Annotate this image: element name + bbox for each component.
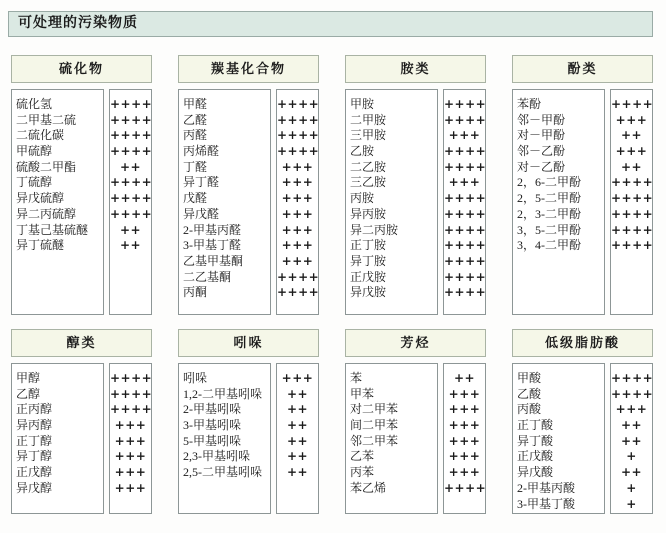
compound-rating: ++	[620, 128, 643, 143]
compound-rating: ++	[119, 159, 142, 174]
category-block	[345, 329, 486, 514]
compound-name: 苯乙烯	[350, 480, 387, 495]
compound-name: 丁基己基硫醚	[16, 222, 89, 237]
compound-rating: ++++	[611, 371, 654, 385]
compound-name: 丙烯醛	[183, 144, 220, 159]
compound-name: 丙胺	[350, 191, 375, 206]
compound-rating: ++++	[110, 112, 153, 127]
compound-rating: ++	[119, 222, 142, 237]
compound-rating: ++++	[110, 206, 153, 221]
compound-rating: ++++	[444, 97, 487, 111]
compound-rating: +++	[448, 449, 481, 464]
compound-name: 丙酸	[517, 402, 542, 417]
compound-name: 3，4-二甲酚	[517, 238, 581, 253]
compound-rating: ++++	[444, 144, 487, 159]
compound-rating-list	[443, 363, 486, 514]
compound-name: 甲酸	[517, 371, 542, 385]
compound-name: 正丁胺	[350, 238, 387, 253]
compound-name: 正丁酸	[517, 418, 554, 433]
compound-name: 乙苯	[350, 449, 375, 464]
compound-name: 5-甲基吲哚	[183, 433, 241, 448]
compound-name: 邻－乙酚	[517, 144, 566, 159]
compound-name: 异戊醇	[16, 480, 53, 495]
compound-name: 吲哚	[183, 371, 208, 385]
compound-rating-list	[610, 89, 653, 315]
compound-rating: ++++	[110, 144, 153, 159]
compound-rating: ++++	[110, 128, 153, 143]
compound-name: 对二甲苯	[350, 402, 399, 417]
category-row-bottom	[11, 329, 653, 514]
compound-rating: +++	[448, 465, 481, 480]
compound-name: 苯酚	[517, 97, 542, 111]
compound-rating: +++	[448, 128, 481, 143]
compound-rating: ++++	[444, 206, 487, 221]
compound-rating: ++++	[444, 285, 487, 300]
compound-name: 1,2-二甲基吲哚	[183, 386, 262, 401]
compound-rating: +++	[114, 465, 147, 480]
compound-name: 2-甲基丙醛	[183, 222, 241, 237]
compound-name: 正戊胺	[350, 269, 387, 284]
compound-rating: +++	[448, 402, 481, 417]
compound-rating: ++++	[611, 238, 654, 253]
compound-name: 正丙醇	[16, 402, 53, 417]
compound-rating: ++++	[110, 175, 153, 190]
category-body	[11, 363, 152, 514]
compound-name: 2,3-甲基吲哚	[183, 449, 250, 464]
category-block	[11, 55, 152, 315]
compound-name: 异丙胺	[350, 206, 387, 221]
compound-rating: +++	[615, 112, 648, 127]
compound-name: 2，3-二甲酚	[517, 206, 581, 221]
compound-name: 2,5-二甲基吲哚	[183, 465, 262, 480]
category-block	[345, 55, 486, 315]
compound-rating: ++++	[110, 386, 153, 401]
compound-rating: ++	[286, 418, 309, 433]
compound-name: 硫酸二甲酯	[16, 159, 77, 174]
compound-name: 异丙醇	[16, 418, 53, 433]
compound-rating: +++	[448, 433, 481, 448]
compound-name: 丙酮	[183, 285, 208, 300]
compound-rating-list	[109, 363, 152, 514]
compound-rating: ++++	[277, 97, 320, 111]
category-header: 胺类	[345, 55, 486, 83]
compound-rating: +++	[281, 159, 314, 174]
compound-rating: ++	[286, 449, 309, 464]
compound-rating: ++++	[444, 269, 487, 284]
category-block	[178, 55, 319, 315]
compound-rating: ++++	[444, 238, 487, 253]
category-body	[512, 89, 653, 315]
compound-rating: +++	[448, 175, 481, 190]
compound-name-list	[512, 363, 605, 514]
compound-rating: ++++	[444, 253, 487, 268]
compound-rating: ++++	[611, 222, 654, 237]
compound-name: 3-甲基吲哚	[183, 418, 241, 433]
compound-name: 异丁醇	[16, 449, 53, 464]
compound-rating: +++	[114, 433, 147, 448]
compound-rating: ++	[286, 402, 309, 417]
compound-name: 异戊胺	[350, 285, 387, 300]
category-block	[512, 55, 653, 315]
compound-name-list	[345, 89, 438, 315]
compound-rating: ++	[453, 371, 476, 385]
compound-rating: ++++	[444, 222, 487, 237]
compound-name-list	[11, 363, 104, 514]
compound-rating: +++	[448, 418, 481, 433]
compound-name: 异戊硫醇	[16, 191, 65, 206]
page-title: 可处理的污染物质	[8, 11, 653, 37]
compound-name: 间二甲苯	[350, 418, 399, 433]
compound-rating: ++	[620, 418, 643, 433]
compound-name: 异丁酸	[517, 433, 554, 448]
compound-name: 对－乙酚	[517, 159, 566, 174]
compound-rating: +++	[114, 480, 147, 495]
compound-name: 邻二甲苯	[350, 433, 399, 448]
compound-name: 对－甲酚	[517, 128, 566, 143]
compound-name: 甲醛	[183, 97, 208, 111]
category-header: 硫化物	[11, 55, 152, 83]
compound-rating-list	[276, 89, 319, 315]
compound-name: 二甲基二硫	[16, 112, 77, 127]
compound-name: 甲醇	[16, 371, 41, 385]
compound-rating: +++	[615, 402, 648, 417]
compound-name: 三甲胺	[350, 128, 387, 143]
compound-rating: +	[626, 496, 637, 511]
category-block	[178, 329, 319, 514]
compound-rating: +++	[114, 449, 147, 464]
compound-name: 丙苯	[350, 465, 375, 480]
compound-name: 二乙胺	[350, 159, 387, 174]
compound-name: 丁醛	[183, 159, 208, 174]
category-body	[178, 363, 319, 514]
compound-name: 异丁醛	[183, 175, 220, 190]
compound-name: 2-甲基吲哚	[183, 402, 241, 417]
compound-rating: ++++	[277, 285, 320, 300]
compound-rating: ++++	[444, 480, 487, 495]
compound-name-list	[178, 363, 271, 514]
compound-name: 乙醇	[16, 386, 41, 401]
compound-name-list	[345, 363, 438, 514]
compound-name: 2-甲基丙酸	[517, 480, 575, 495]
category-body	[11, 89, 152, 315]
compound-rating: ++	[620, 433, 643, 448]
category-body	[345, 89, 486, 315]
compound-name: 二甲胺	[350, 112, 387, 127]
compound-name: 二乙基酮	[183, 269, 232, 284]
compound-name: 3-甲基丁酸	[517, 496, 575, 511]
compound-name: 异丁硫醚	[16, 238, 65, 253]
compound-name: 乙胺	[350, 144, 375, 159]
compound-rating: +++	[615, 144, 648, 159]
category-header: 低级脂肪酸	[512, 329, 653, 357]
compound-name: 异二丙胺	[350, 222, 399, 237]
compound-rating: +++	[281, 206, 314, 221]
category-body	[345, 363, 486, 514]
compound-name: 二硫化碳	[16, 128, 65, 143]
compound-name: 3，5-二甲酚	[517, 222, 581, 237]
compound-rating: ++++	[110, 371, 153, 385]
category-header: 醇类	[11, 329, 152, 357]
compound-rating: ++++	[277, 112, 320, 127]
compound-rating-list	[443, 89, 486, 315]
compound-name: 硫化氢	[16, 97, 53, 111]
category-header: 酚类	[512, 55, 653, 83]
compound-rating: +	[626, 449, 637, 464]
compound-name: 乙基甲基酮	[183, 253, 244, 268]
compound-name: 异丁胺	[350, 253, 387, 268]
compound-rating: ++++	[444, 159, 487, 174]
compound-name: 戊醛	[183, 191, 208, 206]
category-header: 吲哚	[178, 329, 319, 357]
compound-name: 3-甲基丁醛	[183, 238, 241, 253]
category-header: 羰基化合物	[178, 55, 319, 83]
compound-rating: +++	[114, 418, 147, 433]
compound-name: 丁硫醇	[16, 175, 53, 190]
compound-rating: ++++	[110, 97, 153, 111]
category-block	[512, 329, 653, 514]
compound-rating: ++++	[110, 191, 153, 206]
compound-name: 乙醛	[183, 112, 208, 127]
compound-rating: +++	[281, 175, 314, 190]
compound-name: 甲苯	[350, 386, 375, 401]
compound-name: 三乙胺	[350, 175, 387, 190]
compound-name: 2，6-二甲酚	[517, 175, 581, 190]
compound-rating: ++++	[611, 97, 654, 111]
compound-rating: ++	[620, 159, 643, 174]
compound-rating: ++++	[611, 206, 654, 221]
compound-name: 正戊醇	[16, 465, 53, 480]
category-body	[178, 89, 319, 315]
category-row-top	[11, 55, 653, 315]
compound-name-list	[11, 89, 104, 315]
compound-rating-list	[276, 363, 319, 514]
compound-rating: ++++	[611, 175, 654, 190]
compound-rating: ++	[286, 465, 309, 480]
compound-rating-list	[610, 363, 653, 514]
compound-rating: ++++	[277, 269, 320, 284]
compound-rating: +	[626, 480, 637, 495]
compound-name: 异二丙硫醇	[16, 206, 77, 221]
compound-rating: ++++	[611, 191, 654, 206]
compound-name: 异戊醛	[183, 206, 220, 221]
category-block	[11, 329, 152, 514]
compound-rating: +++	[281, 253, 314, 268]
compound-rating: ++++	[110, 402, 153, 417]
compound-rating: ++	[286, 433, 309, 448]
compound-rating-list	[109, 89, 152, 315]
compound-name: 甲胺	[350, 97, 375, 111]
compound-name: 2，5-二甲酚	[517, 191, 581, 206]
compound-name: 乙酸	[517, 386, 542, 401]
compound-name-list	[512, 89, 605, 315]
compound-name: 邻－甲酚	[517, 112, 566, 127]
compound-rating: +++	[281, 371, 314, 385]
compound-rating: ++++	[277, 144, 320, 159]
compound-rating: ++++	[444, 112, 487, 127]
compound-rating: ++	[286, 386, 309, 401]
compound-rating: ++++	[277, 128, 320, 143]
compound-rating: ++++	[611, 386, 654, 401]
compound-rating: ++	[119, 238, 142, 253]
compound-name: 苯	[350, 371, 363, 385]
category-body	[512, 363, 653, 514]
compound-name: 异戊酸	[517, 465, 554, 480]
category-header: 芳烃	[345, 329, 486, 357]
compound-rating: +++	[281, 238, 314, 253]
compound-name: 正戊酸	[517, 449, 554, 464]
compound-name: 丙醛	[183, 128, 208, 143]
compound-name-list	[178, 89, 271, 315]
compound-rating: +++	[281, 222, 314, 237]
compound-rating: ++++	[444, 191, 487, 206]
compound-rating: +++	[281, 191, 314, 206]
compound-name: 甲硫醇	[16, 144, 53, 159]
compound-rating: ++	[620, 465, 643, 480]
compound-rating: +++	[448, 386, 481, 401]
compound-name: 正丁醇	[16, 433, 53, 448]
